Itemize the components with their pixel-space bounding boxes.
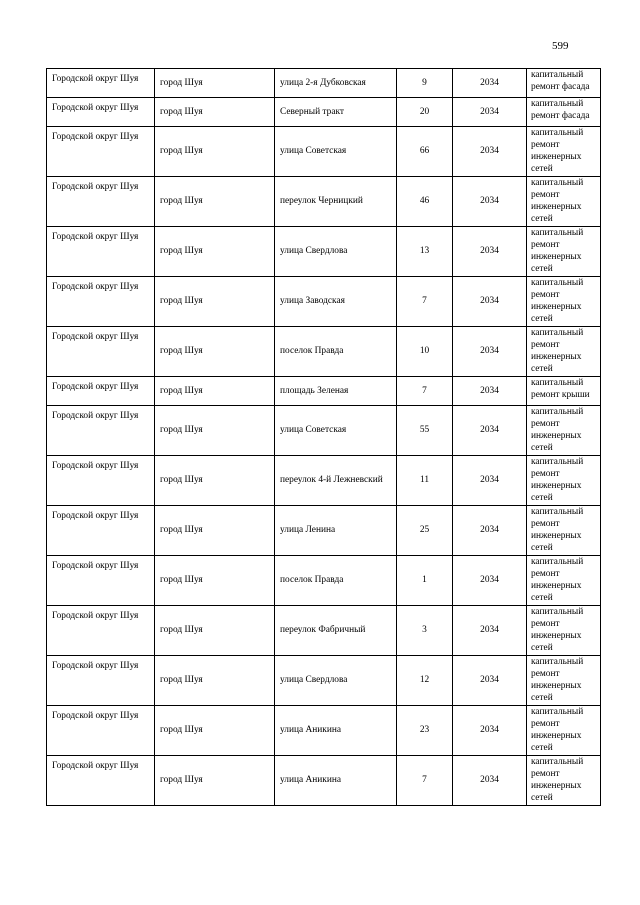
city-cell: город Шуя [155,706,275,756]
table-row [47,506,601,556]
house-number-cell: 25 [397,506,453,556]
year-cell: 2034 [453,177,527,227]
work-type-cell: капитальный ремонт инженерных сетей [527,556,601,606]
year-cell: 2034 [453,327,527,377]
table-row [47,706,601,756]
street-cell: улица Свердлова [275,227,397,277]
work-type-cell: капитальный ремонт крыши [527,377,601,406]
street-cell: улица Советская [275,406,397,456]
table-row [47,69,601,98]
work-type-cell: капитальный ремонт инженерных сетей [527,327,601,377]
house-number-cell: 12 [397,656,453,706]
street-cell: улица Аникина [275,706,397,756]
house-number-cell: 11 [397,456,453,506]
street-cell: улица Ленина [275,506,397,556]
work-type-cell: капитальный ремонт инженерных сетей [527,227,601,277]
work-type-cell: капитальный ремонт инженерных сетей [527,277,601,327]
city-cell: город Шуя [155,556,275,606]
work-type-cell: капитальный ремонт инженерных сетей [527,506,601,556]
year-cell: 2034 [453,656,527,706]
street-cell: поселок Правда [275,556,397,606]
city-cell: город Шуя [155,127,275,177]
house-number-cell: 7 [397,756,453,806]
table-row [47,227,601,277]
table-row [47,656,601,706]
city-cell: город Шуя [155,177,275,227]
year-cell: 2034 [453,377,527,406]
district-cell: Городской округ Шуя [47,406,155,456]
street-cell: переулок Черницкий [275,177,397,227]
year-cell: 2034 [453,706,527,756]
district-cell: Городской округ Шуя [47,277,155,327]
district-cell: Городской округ Шуя [47,606,155,656]
district-cell: Городской округ Шуя [47,756,155,806]
table-row [47,377,601,406]
city-cell: город Шуя [155,756,275,806]
house-number-cell: 7 [397,277,453,327]
work-type-cell: капитальный ремонт инженерных сетей [527,756,601,806]
city-cell: город Шуя [155,506,275,556]
city-cell: город Шуя [155,606,275,656]
house-number-cell: 13 [397,227,453,277]
work-type-cell: капитальный ремонт инженерных сетей [527,406,601,456]
street-cell: улица Заводская [275,277,397,327]
year-cell: 2034 [453,556,527,606]
table-row [47,756,601,806]
house-number-cell: 7 [397,377,453,406]
district-cell: Городской округ Шуя [47,506,155,556]
year-cell: 2034 [453,227,527,277]
street-cell: переулок 4-й Лежневский [275,456,397,506]
year-cell: 2034 [453,456,527,506]
repair-schedule-table [46,68,601,806]
city-cell: город Шуя [155,456,275,506]
work-type-cell: капитальный ремонт фасада [527,98,601,127]
table-row [47,606,601,656]
house-number-cell: 55 [397,406,453,456]
work-type-cell: капитальный ремонт инженерных сетей [527,127,601,177]
year-cell: 2034 [453,606,527,656]
district-cell: Городской округ Шуя [47,556,155,606]
city-cell: город Шуя [155,69,275,98]
table-row [47,98,601,127]
house-number-cell: 1 [397,556,453,606]
district-cell: Городской округ Шуя [47,177,155,227]
district-cell: Городской округ Шуя [47,127,155,177]
street-cell: площадь Зеленая [275,377,397,406]
district-cell: Городской округ Шуя [47,98,155,127]
table-row [47,406,601,456]
district-cell: Городской округ Шуя [47,656,155,706]
street-cell: улица Аникина [275,756,397,806]
street-cell: улица Свердлова [275,656,397,706]
work-type-cell: капитальный ремонт инженерных сетей [527,177,601,227]
city-cell: город Шуя [155,98,275,127]
city-cell: город Шуя [155,377,275,406]
table-row [47,177,601,227]
city-cell: город Шуя [155,227,275,277]
city-cell: город Шуя [155,406,275,456]
year-cell: 2034 [453,406,527,456]
street-cell: поселок Правда [275,327,397,377]
district-cell: Городской округ Шуя [47,69,155,98]
year-cell: 2034 [453,756,527,806]
district-cell: Городской округ Шуя [47,377,155,406]
city-cell: город Шуя [155,277,275,327]
year-cell: 2034 [453,98,527,127]
house-number-cell: 9 [397,69,453,98]
year-cell: 2034 [453,506,527,556]
street-cell: улица Советская [275,127,397,177]
table-body [47,69,601,806]
house-number-cell: 46 [397,177,453,227]
house-number-cell: 3 [397,606,453,656]
house-number-cell: 10 [397,327,453,377]
year-cell: 2034 [453,127,527,177]
work-type-cell: капитальный ремонт инженерных сетей [527,456,601,506]
table-row [47,277,601,327]
street-cell: переулок Фабричный [275,606,397,656]
city-cell: город Шуя [155,327,275,377]
district-cell: Городской округ Шуя [47,327,155,377]
work-type-cell: капитальный ремонт инженерных сетей [527,656,601,706]
street-cell: Северный тракт [275,98,397,127]
house-number-cell: 23 [397,706,453,756]
city-cell: город Шуя [155,656,275,706]
district-cell: Городской округ Шуя [47,706,155,756]
district-cell: Городской округ Шуя [47,227,155,277]
work-type-cell: капитальный ремонт инженерных сетей [527,606,601,656]
year-cell: 2034 [453,69,527,98]
house-number-cell: 66 [397,127,453,177]
work-type-cell: капитальный ремонт инженерных сетей [527,706,601,756]
page-number: 599 [552,40,569,52]
table-row [47,556,601,606]
year-cell: 2034 [453,277,527,327]
district-cell: Городской округ Шуя [47,456,155,506]
table-row [47,327,601,377]
house-number-cell: 20 [397,98,453,127]
table-row [47,456,601,506]
table-row [47,127,601,177]
street-cell: улица 2-я Дубковская [275,69,397,98]
work-type-cell: капитальный ремонт фасада [527,69,601,98]
